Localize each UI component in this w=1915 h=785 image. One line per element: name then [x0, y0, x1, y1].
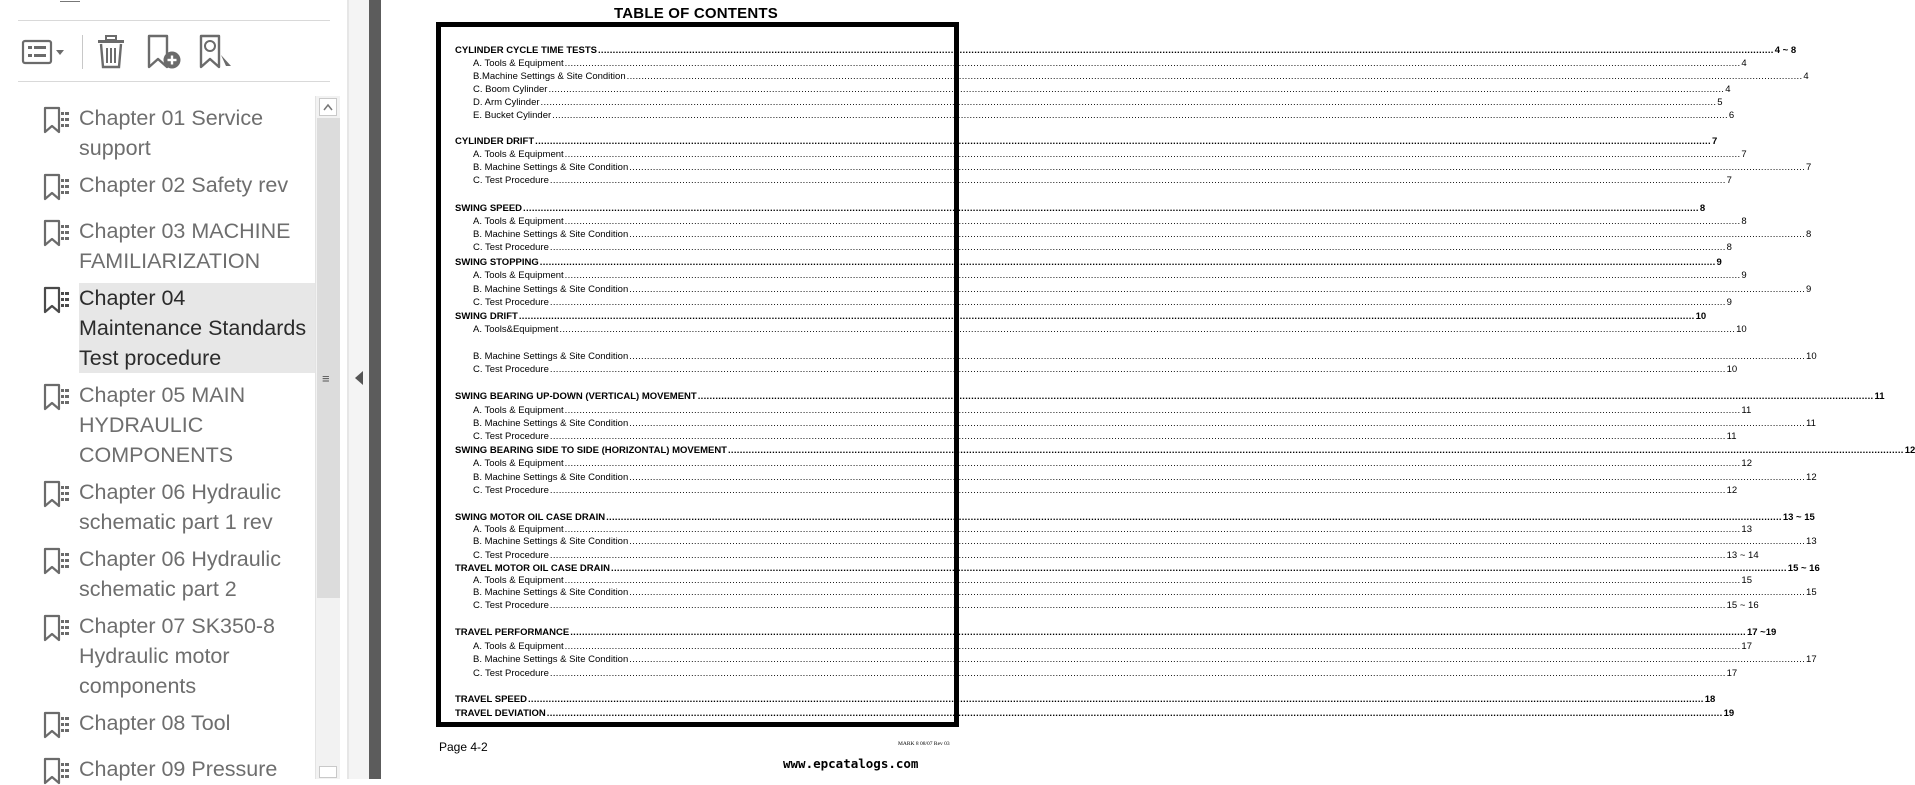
toc-entry-page: 7: [1741, 149, 1747, 160]
toc-leader: ................................................................................................................................................................................................................................................................................................................................................................................................................: [549, 431, 1726, 442]
toc-entry[interactable]: [455, 257, 1722, 269]
toc-entry-page: 15 ~ 16: [1787, 563, 1820, 574]
toc-leader: ................................................................................................................................................................................................................................................................................................................................................................................................................: [552, 110, 1728, 121]
toc-leader: ................................................................................................................................................................................................................................................................................................................................................................................................................: [559, 324, 1736, 335]
toc-leader: ................................................................................................................................................................................................................................................................................................................................................................................................................: [570, 627, 1746, 638]
toc-leader: ................................................................................................................................................................................................................................................................................................................................................................................................................: [548, 84, 1725, 95]
toc-entry-title: TRAVEL MOTOR OIL CASE DRAIN: [455, 563, 611, 574]
toc-entry-page: 15 ~ 16: [1726, 600, 1759, 611]
toc-entry-title: C. Test Procedure: [473, 668, 549, 679]
toc-entry-page: 9: [1806, 284, 1812, 295]
toc-entry-title: CYLINDER DRIFT: [455, 136, 535, 147]
toc-entry-page: 17: [1741, 641, 1752, 652]
toc-entry-page: 4: [1803, 71, 1809, 82]
toc-entry-page: 15: [1741, 575, 1752, 586]
toc-entry[interactable]: [473, 324, 1747, 336]
toc-entry-page: 10: [1806, 351, 1817, 362]
toc-leader: ................................................................................................................................................................................................................................................................................................................................................................................................................: [549, 550, 1726, 561]
toc-entry-title: C. Test Procedure: [473, 600, 549, 611]
toc-leader: ................................................................................................................................................................................................................................................................................................................................................................................................................: [611, 563, 1787, 574]
bookmark-icon: [42, 757, 70, 785]
toc-entry[interactable]: [473, 418, 1816, 430]
toc-entry-title: TRAVEL DEVIATION: [455, 708, 546, 719]
toc-entry-title: SWING BEARING SIDE TO SIDE (HORIZONTAL) MOVEMENT: [455, 445, 727, 456]
toc-leader: ................................................................................................................................................................................................................................................................................................................................................................................................................: [564, 58, 1741, 69]
toc-entry[interactable]: [473, 162, 1812, 174]
toc-entry[interactable]: [455, 445, 1915, 457]
toc-entry-page: 13 ~ 14: [1726, 550, 1759, 561]
bookmark-icon: [42, 614, 70, 642]
toc-entry-page: 10: [1736, 324, 1747, 335]
toc-entry[interactable]: [455, 391, 1885, 403]
toc-entry-page: 9: [1716, 257, 1722, 268]
toc-entry[interactable]: [473, 284, 1812, 296]
bookmark-label: Chapter 03 MACHINE FAMILIARIZATION: [79, 219, 291, 273]
toc-entry[interactable]: [455, 694, 1716, 706]
toc-entry-title: B. Machine Settings & Site Condition: [473, 284, 629, 295]
toc-leader: ................................................................................................................................................................................................................................................................................................................................................................................................................: [564, 641, 1741, 652]
scroll-grip-icon: ≡: [322, 371, 330, 386]
toc-entry[interactable]: [455, 203, 1706, 215]
toc-entry-page: 10: [1726, 364, 1738, 375]
toc-entry[interactable]: [473, 600, 1759, 612]
bookmark-label: Chapter 06 Hydraulic schematic part 1 rev: [79, 480, 281, 534]
toc-entry[interactable]: [473, 536, 1817, 548]
bookmark-icon: [42, 547, 70, 575]
toc-entry-page: 12: [1726, 485, 1738, 496]
toc-entry-title: B. Machine Settings & Site Condition: [473, 654, 629, 665]
toc-entry[interactable]: [473, 58, 1747, 70]
bookmark-icon: [42, 106, 70, 134]
toc-leader: ................................................................................................................................................................................................................................................................................................................................................................................................................: [549, 668, 1726, 679]
find-bookmark-button[interactable]: [196, 33, 236, 71]
toc-entry-page: 18: [1704, 694, 1716, 705]
toc-entry-page: 9: [1726, 297, 1732, 308]
bookmark-icon: [42, 173, 70, 201]
toc-entry[interactable]: [473, 270, 1747, 282]
toc-entry-title: B. Machine Settings & Site Condition: [473, 418, 629, 429]
toc-entry-page: 11: [1741, 405, 1752, 416]
toc-entry-page: 12: [1741, 458, 1752, 469]
find-bookmark-icon: [197, 34, 235, 70]
toc-entry-page: 12: [1806, 472, 1817, 483]
trash-icon: [95, 34, 127, 70]
toc-entry-title: A. Tools & Equipment: [473, 405, 564, 416]
toc-leader: ................................................................................................................................................................................................................................................................................................................................................................................................................: [629, 472, 1806, 483]
toc-entry[interactable]: [473, 472, 1817, 484]
bookmark-label: Chapter 01 Service support: [79, 106, 264, 160]
toc-leader: ................................................................................................................................................................................................................................................................................................................................................................................................................: [540, 97, 1717, 108]
toc-entry-page: 13: [1806, 536, 1817, 547]
collapse-panel-button[interactable]: [352, 368, 366, 388]
toc-entry-title: B. Machine Settings & Site Condition: [473, 351, 629, 362]
bookmark-label: Chapter 09 Pressure: [79, 757, 278, 781]
bookmark-icon: [42, 711, 70, 739]
toc-entry[interactable]: [455, 45, 1797, 57]
toc-leader: ................................................................................................................................................................................................................................................................................................................................................................................................................: [564, 405, 1741, 416]
toc-entry-title: E. Bucket Cylinder: [473, 110, 552, 121]
viewer-divider: [369, 0, 381, 779]
toc-entry-title: A. Tools&Equipment: [473, 324, 559, 335]
bookmarks-toolbar: [0, 21, 347, 81]
toc-entry-title: SWING DRIFT: [455, 311, 518, 322]
toc-entry-title: A. Tools & Equipment: [473, 575, 564, 586]
toc-entry-page: 5: [1717, 97, 1723, 108]
toc-entry-title: SWING BEARING UP-DOWN (VERTICAL) MOVEMENT: [455, 391, 697, 402]
toc-entry-title: A. Tools & Equipment: [473, 216, 564, 227]
toc-leader: ................................................................................................................................................................................................................................................................................................................................................................................................................: [629, 284, 1806, 295]
toc-entry[interactable]: [473, 524, 1752, 536]
toc-entry[interactable]: [473, 216, 1747, 228]
toc-entry-page: 12: [1904, 445, 1915, 456]
toc-entry-title: C. Test Procedure: [473, 364, 549, 375]
bookmark-label: Chapter 07 SK350-8 Hydraulic motor components: [79, 614, 276, 698]
toc-leader: ................................................................................................................................................................................................................................................................................................................................................................................................................: [564, 270, 1741, 281]
toc-leader: ................................................................................................................................................................................................................................................................................................................................................................................................................: [626, 71, 1803, 82]
toc-entry-title: B. Machine Settings & Site Condition: [473, 229, 629, 240]
toc-entry-page: 8: [1726, 242, 1732, 253]
toc-entry-page: 7: [1711, 136, 1718, 147]
revision-mark: MARK 8 08/07 Rev 03: [898, 741, 950, 747]
toc-entry-title: A. Tools & Equipment: [473, 458, 564, 469]
toc-entry-title: C. Test Procedure: [473, 297, 549, 308]
toc-entry-title: B.Machine Settings & Site Condition: [473, 71, 626, 82]
scroll-up-button[interactable]: [319, 98, 337, 116]
toc-entry[interactable]: [473, 242, 1732, 254]
toc-leader: ................................................................................................................................................................................................................................................................................................................................................................................................................: [727, 445, 1904, 456]
toc-entry-title: B. Machine Settings & Site Condition: [473, 472, 629, 483]
toc-entry-title: D. Arm Cylinder: [473, 97, 540, 108]
toc-entry[interactable]: [473, 110, 1735, 122]
document-page: [381, 0, 1915, 779]
toc-entry-page: 19: [1723, 708, 1735, 719]
toc-entry[interactable]: [473, 149, 1747, 161]
toc-leader: ................................................................................................................................................................................................................................................................................................................................................................................................................: [629, 418, 1806, 429]
toc-entry-title: A. Tools & Equipment: [473, 641, 564, 652]
toc-entry[interactable]: [473, 364, 1738, 376]
watermark: www.epcatalogs.com: [783, 756, 919, 771]
toc-entry-title: B. Machine Settings & Site Condition: [473, 536, 629, 547]
toc-entry-title: C. Boom Cylinder: [473, 84, 548, 95]
toc-entry-title: A. Tools & Equipment: [473, 149, 564, 160]
toc-entry[interactable]: [473, 587, 1817, 599]
toc-entry-page: 8: [1699, 203, 1706, 214]
toc-entry-page: 17 ~19: [1746, 627, 1777, 638]
toc-entry-page: 15: [1806, 587, 1817, 598]
panel-header-remnant: [60, 0, 80, 2]
collapse-bar[interactable]: [349, 0, 369, 779]
toc-leader: ................................................................................................................................................................................................................................................................................................................................................................................................................: [564, 575, 1741, 586]
toc-entry-page: 4: [1725, 84, 1731, 95]
toc-entry-title: C. Test Procedure: [473, 175, 549, 186]
toc-entry-title: B. Machine Settings & Site Condition: [473, 587, 629, 598]
bookmark-label: Chapter 02 Safety rev: [79, 173, 289, 197]
toc-entry[interactable]: [473, 405, 1752, 417]
toc-entry[interactable]: [473, 575, 1752, 587]
toc-entry[interactable]: [455, 311, 1707, 323]
bookmarks-panel: [0, 0, 347, 779]
new-bookmark-button[interactable]: [144, 33, 184, 71]
toc-entry-page: 4: [1741, 58, 1747, 69]
toc-leader: ................................................................................................................................................................................................................................................................................................................................................................................................................: [629, 351, 1806, 362]
toc-leader: ................................................................................................................................................................................................................................................................................................................................................................................................................: [564, 458, 1741, 469]
toc-entry-title: A. Tools & Equipment: [473, 270, 564, 281]
toc-leader: ................................................................................................................................................................................................................................................................................................................................................................................................................: [629, 587, 1806, 598]
toc-entry-page: 11: [1806, 418, 1816, 429]
toc-entry-title: SWING MOTOR OIL CASE DRAIN: [455, 512, 606, 523]
chevron-up-icon: [323, 104, 333, 111]
toc-leader: ................................................................................................................................................................................................................................................................................................................................................................................................................: [549, 175, 1726, 186]
toc-entry-page: 7: [1806, 162, 1812, 173]
toc-leader: ................................................................................................................................................................................................................................................................................................................................................................................................................: [546, 708, 1723, 719]
toc-entry-page: 6: [1728, 110, 1735, 121]
toc-entry[interactable]: [473, 641, 1752, 653]
toc-entry-title: C. Test Procedure: [473, 550, 549, 561]
bookmark-icon: [42, 383, 70, 411]
bookmark-label: Chapter 04 Maintenance Standards Test procedure: [79, 283, 315, 373]
bookmark-label: Chapter 05 MAIN HYDRAULIC COMPONENTS: [79, 383, 246, 467]
toolbar-separator: [82, 35, 83, 69]
divider: [18, 81, 330, 82]
toc-entry-page: 17: [1726, 668, 1738, 679]
delete-bookmark-button[interactable]: [93, 33, 129, 71]
toc-leader: ................................................................................................................................................................................................................................................................................................................................................................................................................: [549, 600, 1726, 611]
toc-entry[interactable]: [455, 627, 1777, 639]
toc-entry[interactable]: [473, 431, 1737, 443]
toc-entry[interactable]: [455, 563, 1820, 575]
toc-entry[interactable]: [473, 668, 1738, 680]
toc-entry[interactable]: [473, 550, 1759, 562]
toc-entry[interactable]: [473, 97, 1723, 109]
toc-entry[interactable]: [473, 229, 1812, 241]
toc-entry[interactable]: [455, 512, 1815, 524]
toc-entry-page: 11: [1874, 391, 1885, 402]
bookmark-icon: [42, 219, 70, 247]
bookmark-list: [0, 96, 315, 779]
toc-leader: ................................................................................................................................................................................................................................................................................................................................................................................................................: [629, 536, 1806, 547]
toc-entry-title: C. Test Procedure: [473, 485, 549, 496]
options-menu-button[interactable]: [20, 33, 68, 71]
toc-entry-page: 4 ~ 8: [1774, 45, 1797, 56]
toc-entry-page: 17: [1806, 654, 1817, 665]
toc-leader: ................................................................................................................................................................................................................................................................................................................................................................................................................: [697, 391, 1874, 402]
toc-leader: ................................................................................................................................................................................................................................................................................................................................................................................................................: [518, 311, 1695, 322]
toc-leader: ................................................................................................................................................................................................................................................................................................................................................................................................................: [549, 297, 1726, 308]
toc-entry[interactable]: [455, 708, 1735, 720]
toc-entry-page: 8: [1741, 216, 1747, 227]
scroll-thumb[interactable]: [317, 118, 340, 598]
toc-entry-page: 13 ~ 15: [1782, 512, 1815, 523]
toc-entry-title: SWING STOPPING: [455, 257, 539, 268]
toc-entry[interactable]: [473, 458, 1752, 470]
toc-entry[interactable]: [473, 84, 1731, 96]
toc-leader: ................................................................................................................................................................................................................................................................................................................................................................................................................: [549, 242, 1726, 253]
toc-entry[interactable]: [473, 654, 1817, 666]
toc-entry[interactable]: [455, 136, 1718, 148]
toc-leader: ................................................................................................................................................................................................................................................................................................................................................................................................................: [606, 512, 1782, 523]
toc-entry-title: B. Machine Settings & Site Condition: [473, 162, 629, 173]
toc-leader: ................................................................................................................................................................................................................................................................................................................................................................................................................: [549, 364, 1726, 375]
add-bookmark-icon: [145, 34, 183, 70]
toc-entry-title: TRAVEL PERFORMANCE: [455, 627, 570, 638]
toc-leader: ................................................................................................................................................................................................................................................................................................................................................................................................................: [535, 136, 1711, 147]
toc-frame: [436, 22, 1915, 727]
toc-leader: ................................................................................................................................................................................................................................................................................................................................................................................................................: [539, 257, 1716, 268]
toc-leader: ................................................................................................................................................................................................................................................................................................................................................................................................................: [564, 524, 1741, 535]
toc-entry[interactable]: [473, 351, 1817, 363]
scroll-down-button[interactable]: [319, 766, 337, 778]
bookmark-icon: [42, 286, 70, 314]
toc-leader: ................................................................................................................................................................................................................................................................................................................................................................................................................: [549, 485, 1726, 496]
bookmark-icon: [42, 480, 70, 508]
toc-entry[interactable]: [473, 71, 1809, 83]
toc-leader: ................................................................................................................................................................................................................................................................................................................................................................................................................: [629, 654, 1806, 665]
toc-leader: ................................................................................................................................................................................................................................................................................................................................................................................................................: [597, 45, 1774, 56]
page-number: Page 4-2: [439, 740, 488, 754]
toc-entry[interactable]: [473, 485, 1738, 497]
toc-leader: ................................................................................................................................................................................................................................................................................................................................................................................................................: [527, 694, 1704, 705]
bookmarks-scrollbar[interactable]: [315, 96, 340, 779]
toc-entry-page: 13: [1741, 524, 1752, 535]
toc-leader: ................................................................................................................................................................................................................................................................................................................................................................................................................: [564, 149, 1741, 160]
toc-leader: ................................................................................................................................................................................................................................................................................................................................................................................................................: [629, 229, 1806, 240]
toc-entry-page: 8: [1806, 229, 1812, 240]
toc-leader: ................................................................................................................................................................................................................................................................................................................................................................................................................: [523, 203, 1699, 214]
toc-entry-page: 11: [1726, 431, 1737, 442]
toc-title: TABLE OF CONTENTS: [614, 5, 778, 22]
bookmark-label: Chapter 06 Hydraulic schematic part 2: [79, 547, 281, 601]
toc-entry-title: A. Tools & Equipment: [473, 58, 564, 69]
toc-leader: ................................................................................................................................................................................................................................................................................................................................................................................................................: [564, 216, 1741, 227]
toc-entry-title: A. Tools & Equipment: [473, 524, 564, 535]
toc-entry-page: 10: [1695, 311, 1707, 322]
toc-entry[interactable]: [473, 175, 1732, 187]
toc-entry-page: 7: [1726, 175, 1732, 186]
bookmark-label: Chapter 08 Tool: [79, 711, 231, 735]
toc-leader: ................................................................................................................................................................................................................................................................................................................................................................................................................: [629, 162, 1806, 173]
toc-entry-title: C. Test Procedure: [473, 242, 549, 253]
collapse-left-icon: [354, 370, 364, 386]
toc-entry-title: SWING SPEED: [455, 203, 523, 214]
toc-entry[interactable]: [473, 297, 1732, 309]
toc-entry-title: CYLINDER CYCLE TIME TESTS: [455, 45, 597, 56]
toc-entry-title: TRAVEL SPEED: [455, 694, 527, 705]
list-options-icon: [21, 37, 67, 67]
toc-entry-page: 9: [1741, 270, 1747, 281]
toc-entry-title: C. Test Procedure: [473, 431, 549, 442]
